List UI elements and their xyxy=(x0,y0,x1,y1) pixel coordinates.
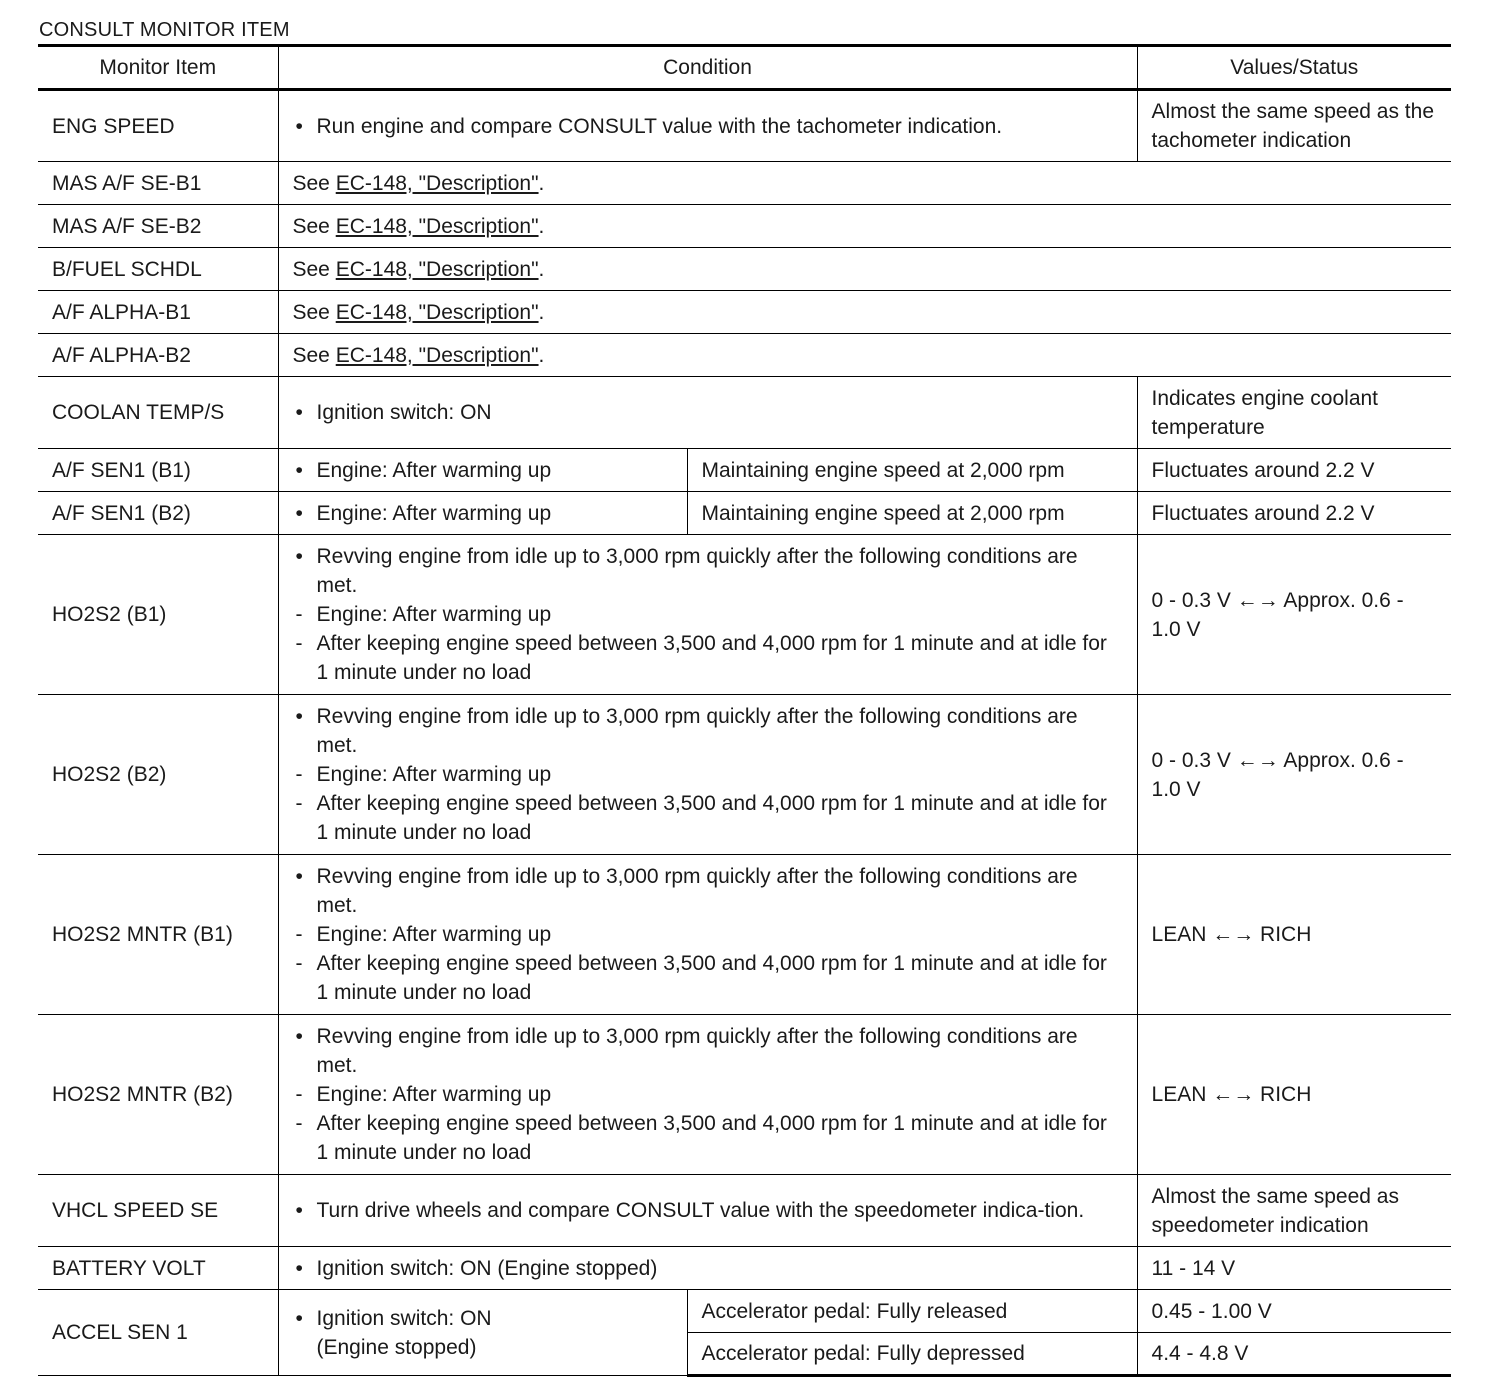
sub-condition: Maintaining engine speed at 2,000 rpm xyxy=(687,449,1137,492)
header-condition: Condition xyxy=(278,46,1137,90)
description-link[interactable]: EC-148, "Description" xyxy=(335,300,539,324)
condition: See EC-148, "Description". xyxy=(278,291,1451,334)
condition-bullet: • Ignition switch: ON xyxy=(293,398,1123,427)
value-status: 4.4 - 4.8 V xyxy=(1137,1333,1451,1376)
condition xyxy=(278,855,1137,1015)
condition-bullet: • Revving engine from idle up to 3,000 rpm quickly after the following conditions are met. xyxy=(293,1022,1123,1080)
monitor-item: HO2S2 MNTR (B1) xyxy=(38,855,278,1015)
table-row xyxy=(38,90,1451,162)
condition-sub-item: - Engine: After warming up xyxy=(293,760,1123,789)
condition xyxy=(278,695,1137,855)
value-status: 0 - 0.3 V ←→ Approx. 0.6 - 1.0 V xyxy=(1137,535,1451,695)
table-row xyxy=(38,334,1451,377)
description-link[interactable]: EC-148, "Description" xyxy=(335,257,539,281)
table-row xyxy=(38,377,1451,449)
condition-sub-item: - After keeping engine speed between 3,500 and 4,000 rpm for 1 minute and at idle for 1 minute under no load xyxy=(293,949,1123,1007)
condition-bullet: • Run engine and compare CONSULT value with the tachometer indication. xyxy=(293,112,1123,141)
value-status: 0.45 - 1.00 V xyxy=(1137,1290,1451,1333)
condition-bullet: • Revving engine from idle up to 3,000 rpm quickly after the following conditions are met. xyxy=(293,702,1123,760)
condition-bullet: • Engine: After warming up xyxy=(293,456,673,485)
condition: See EC-148, "Description". xyxy=(278,334,1451,377)
table-row xyxy=(38,162,1451,205)
table-row xyxy=(38,1247,1451,1290)
value-status: Indicates engine coolant temperature xyxy=(1137,377,1451,449)
value-status: 11 - 14 V xyxy=(1137,1247,1451,1290)
condition xyxy=(278,1247,1137,1290)
condition-sub-item: - Engine: After warming up xyxy=(293,600,1123,629)
monitor-item: B/FUEL SCHDL xyxy=(38,248,278,291)
condition: See EC-148, "Description". xyxy=(278,162,1451,205)
table-row xyxy=(38,855,1451,1015)
monitor-item: MAS A/F SE-B1 xyxy=(38,162,278,205)
table-row xyxy=(38,695,1451,855)
description-link[interactable]: EC-148, "Description" xyxy=(335,214,539,238)
monitor-item: A/F SEN1 (B1) xyxy=(38,449,278,492)
monitor-item: HO2S2 MNTR (B2) xyxy=(38,1015,278,1175)
header-row xyxy=(38,46,1451,90)
consult-monitor-table xyxy=(38,44,1451,1377)
condition xyxy=(278,1015,1137,1175)
monitor-item: COOLAN TEMP/S xyxy=(38,377,278,449)
condition-sub-item: - Engine: After warming up xyxy=(293,920,1123,949)
monitor-item: A/F ALPHA-B2 xyxy=(38,334,278,377)
monitor-item: HO2S2 (B1) xyxy=(38,535,278,695)
value-status: 0 - 0.3 V ←→ Approx. 0.6 - 1.0 V xyxy=(1137,695,1451,855)
condition-bullet: • Revving engine from idle up to 3,000 rpm quickly after the following conditions are met. xyxy=(293,542,1123,600)
condition-bullet: • Ignition switch: ON (Engine stopped) xyxy=(293,1304,537,1362)
section-heading: CONSULT MONITOR ITEM xyxy=(39,19,290,41)
condition xyxy=(278,1175,1137,1247)
table-row xyxy=(38,1015,1451,1175)
table-row xyxy=(38,291,1451,334)
condition: See EC-148, "Description". xyxy=(278,205,1451,248)
value-status: Almost the same speed as the tachometer indication xyxy=(1137,90,1451,162)
see-prefix: See xyxy=(292,214,330,238)
condition xyxy=(278,492,687,535)
see-prefix: See xyxy=(292,343,330,367)
condition xyxy=(278,535,1137,695)
header-monitor-item: Monitor Item xyxy=(38,46,278,90)
see-prefix: See xyxy=(292,300,330,324)
condition-sub-item: - After keeping engine speed between 3,500 and 4,000 rpm for 1 minute and at idle for 1 minute under no load xyxy=(293,1109,1123,1167)
condition-bullet: • Engine: After warming up xyxy=(293,499,673,528)
header-values-status: Values/Status xyxy=(1137,46,1451,90)
value-status: LEAN ←→ RICH xyxy=(1137,1015,1451,1175)
condition xyxy=(278,90,1137,162)
table-row xyxy=(38,248,1451,291)
monitor-item: A/F ALPHA-B1 xyxy=(38,291,278,334)
value-status: Fluctuates around 2.2 V xyxy=(1137,492,1451,535)
condition xyxy=(278,1290,687,1376)
condition xyxy=(278,449,687,492)
table-row xyxy=(38,535,1451,695)
description-link[interactable]: EC-148, "Description" xyxy=(335,171,539,195)
description-link[interactable]: EC-148, "Description" xyxy=(335,343,539,367)
monitor-item: VHCL SPEED SE xyxy=(38,1175,278,1247)
value-status: Almost the same speed as speedometer indication xyxy=(1137,1175,1451,1247)
condition-bullet: • Turn drive wheels and compare CONSULT value with the speedometer indica-tion. xyxy=(293,1196,1123,1225)
monitor-item: BATTERY VOLT xyxy=(38,1247,278,1290)
monitor-item: ENG SPEED xyxy=(38,90,278,162)
table-row xyxy=(38,205,1451,248)
monitor-item: HO2S2 (B2) xyxy=(38,695,278,855)
table-row xyxy=(38,1290,1451,1333)
condition-sub-item: - Engine: After warming up xyxy=(293,1080,1123,1109)
condition xyxy=(278,377,1137,449)
condition-bullet: • Ignition switch: ON (Engine stopped) xyxy=(293,1254,1123,1283)
see-prefix: See xyxy=(292,171,330,195)
condition-sub-item: - After keeping engine speed between 3,500 and 4,000 rpm for 1 minute and at idle for 1 minute under no load xyxy=(293,629,1123,687)
value-status: LEAN ←→ RICH xyxy=(1137,855,1451,1015)
value-status: Fluctuates around 2.2 V xyxy=(1137,449,1451,492)
monitor-item: A/F SEN1 (B2) xyxy=(38,492,278,535)
table-row xyxy=(38,492,1451,535)
table-row xyxy=(38,1175,1451,1247)
see-prefix: See xyxy=(292,257,330,281)
sub-condition: Accelerator pedal: Fully released xyxy=(687,1290,1137,1333)
condition: See EC-148, "Description". xyxy=(278,248,1451,291)
sub-condition: Maintaining engine speed at 2,000 rpm xyxy=(687,492,1137,535)
monitor-item: ACCEL SEN 1 xyxy=(38,1290,278,1376)
monitor-item: MAS A/F SE-B2 xyxy=(38,205,278,248)
condition-sub-item: - After keeping engine speed between 3,500 and 4,000 rpm for 1 minute and at idle for 1 minute under no load xyxy=(293,789,1123,847)
table-row xyxy=(38,449,1451,492)
condition-bullet: • Revving engine from idle up to 3,000 rpm quickly after the following conditions are met. xyxy=(293,862,1123,920)
sub-condition: Accelerator pedal: Fully depressed xyxy=(687,1333,1137,1376)
